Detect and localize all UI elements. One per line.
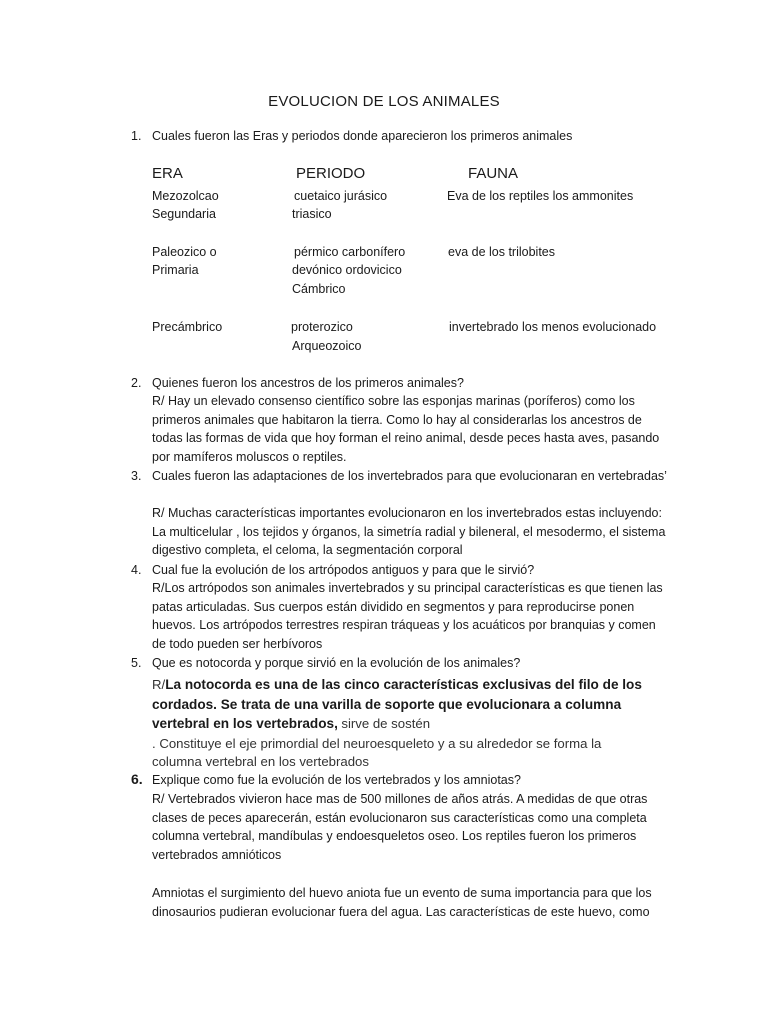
question-3-answer: R/ Muchas características importantes evolucionaron en los invertebrados estas incluyendo: La multicelular , los tejidos y órganos, la simetría radial y bileneral, el mesodermo, el sistema digestivo completa, el celoma, la segmentación corporal [152,506,666,558]
question-1-number: 1. [131,129,142,143]
question-5-answer-rest: . Constituye el eje primordial del neuroesqueleto y a su alrededor se forma la columna vertebral en los vertebrados [152,736,602,769]
question-5-answer-prefix: R/ [152,677,166,692]
question-4-number: 4. [131,563,142,577]
question-5-text: Que es notocorda y porque sirvió en la evolución de los animales? [152,656,521,670]
question-2-number: 2. [131,376,142,390]
table-header-fauna: FAUNA [468,165,519,182]
table-cell-era: Primaria [152,263,199,277]
table-cell-fauna: Eva de los reptiles los ammonites [447,189,634,203]
question-6-answer-2: Amniotas el surgimiento del huevo aniota fue un evento de suma importancia para que los dinosaurios pudieran evolucionar fuera del agua. Las características de este huevo, como [152,886,652,919]
table-cell-fauna: eva de los trilobites [448,245,556,259]
table-cell-periodo: triasico [292,207,332,221]
table-cell-era: Mezozolcao [152,189,219,203]
table-cell-periodo: Cámbrico [292,282,346,296]
question-1-text: Cuales fueron las Eras y periodos donde aparecieron los primeros animales [152,129,573,143]
question-6-number: 6. [131,771,143,787]
table-cell-era: Paleozico o [152,245,217,259]
table-cell-periodo: cuetaico jurásico [294,189,388,203]
table-cell-periodo: proterozico [291,320,353,334]
question-6-answer: R/ Vertebrados vivieron hace mas de 500 millones de años atrás. A medidas de que otras clases de peces aparecerán, están evolucionaron sus características como una completa columna vertebral, mandíbulas y endoesqueletos oseo. Los reptiles fueron los primeros vertebrados amnióticos [152,792,648,862]
question-5-answer-tail: sirve de sostén [341,716,431,732]
question-5-answer-bold: La notocorda es una de las cinco características exclusivas del filo de los cordados. Se trata de una varilla de soporte que evolucionara a columna vertebral en los vertebrados, [152,677,642,732]
question-3-number: 3. [131,469,142,483]
table-header-era: ERA [152,165,183,182]
question-6-text: Explique como fue la evolución de los vertebrados y los amniotas? [152,773,521,787]
question-4-text: Cual fue la evolución de los artrópodos antiguos y para que le sirvió? [152,563,535,577]
table-cell-periodo: devónico ordovicico [292,263,402,277]
table-cell-era: Segundaria [152,207,216,221]
question-5-answer [152,675,652,734]
page-title: EVOLUCION DE LOS ANIMALES [268,93,500,110]
question-4-answer: R/Los artrópodos son animales invertebrados y su principal características es que tienen las patas articuladas. Sus cuerpos están dividido en segmentos y para reproducirse ponen huevos. Los artrópodos terrestres respiran tráqueas y los acuáticos por branquias y comen de todo pueden ser herbívoros [152,581,663,651]
table-cell-era: Precámbrico [152,320,223,334]
question-5-number: 5. [131,656,142,670]
question-3-text: Cuales fueron las adaptaciones de los invertebrados para que evolucionaran en vertebradas’ [152,469,667,483]
table-cell-periodo: pérmico carbonífero [294,245,406,259]
question-2-text: Quienes fueron los ancestros de los primeros animales? [152,376,464,390]
question-2-answer: R/ Hay un elevado consenso científico sobre las esponjas marinas (poríferos) como los primeros animales que habitaron la tierra. Como lo hay al considerarlas los ancestros de todas las formas de vida que hoy forman el reino animal, desde peces hasta aves, pasando por mamíferos moluscos o reptiles. [152,394,660,464]
table-cell-fauna: invertebrado los menos evolucionado [449,320,657,334]
table-header-periodo: PERIODO [296,165,366,182]
table-cell-periodo: Arqueozoico [292,339,362,353]
